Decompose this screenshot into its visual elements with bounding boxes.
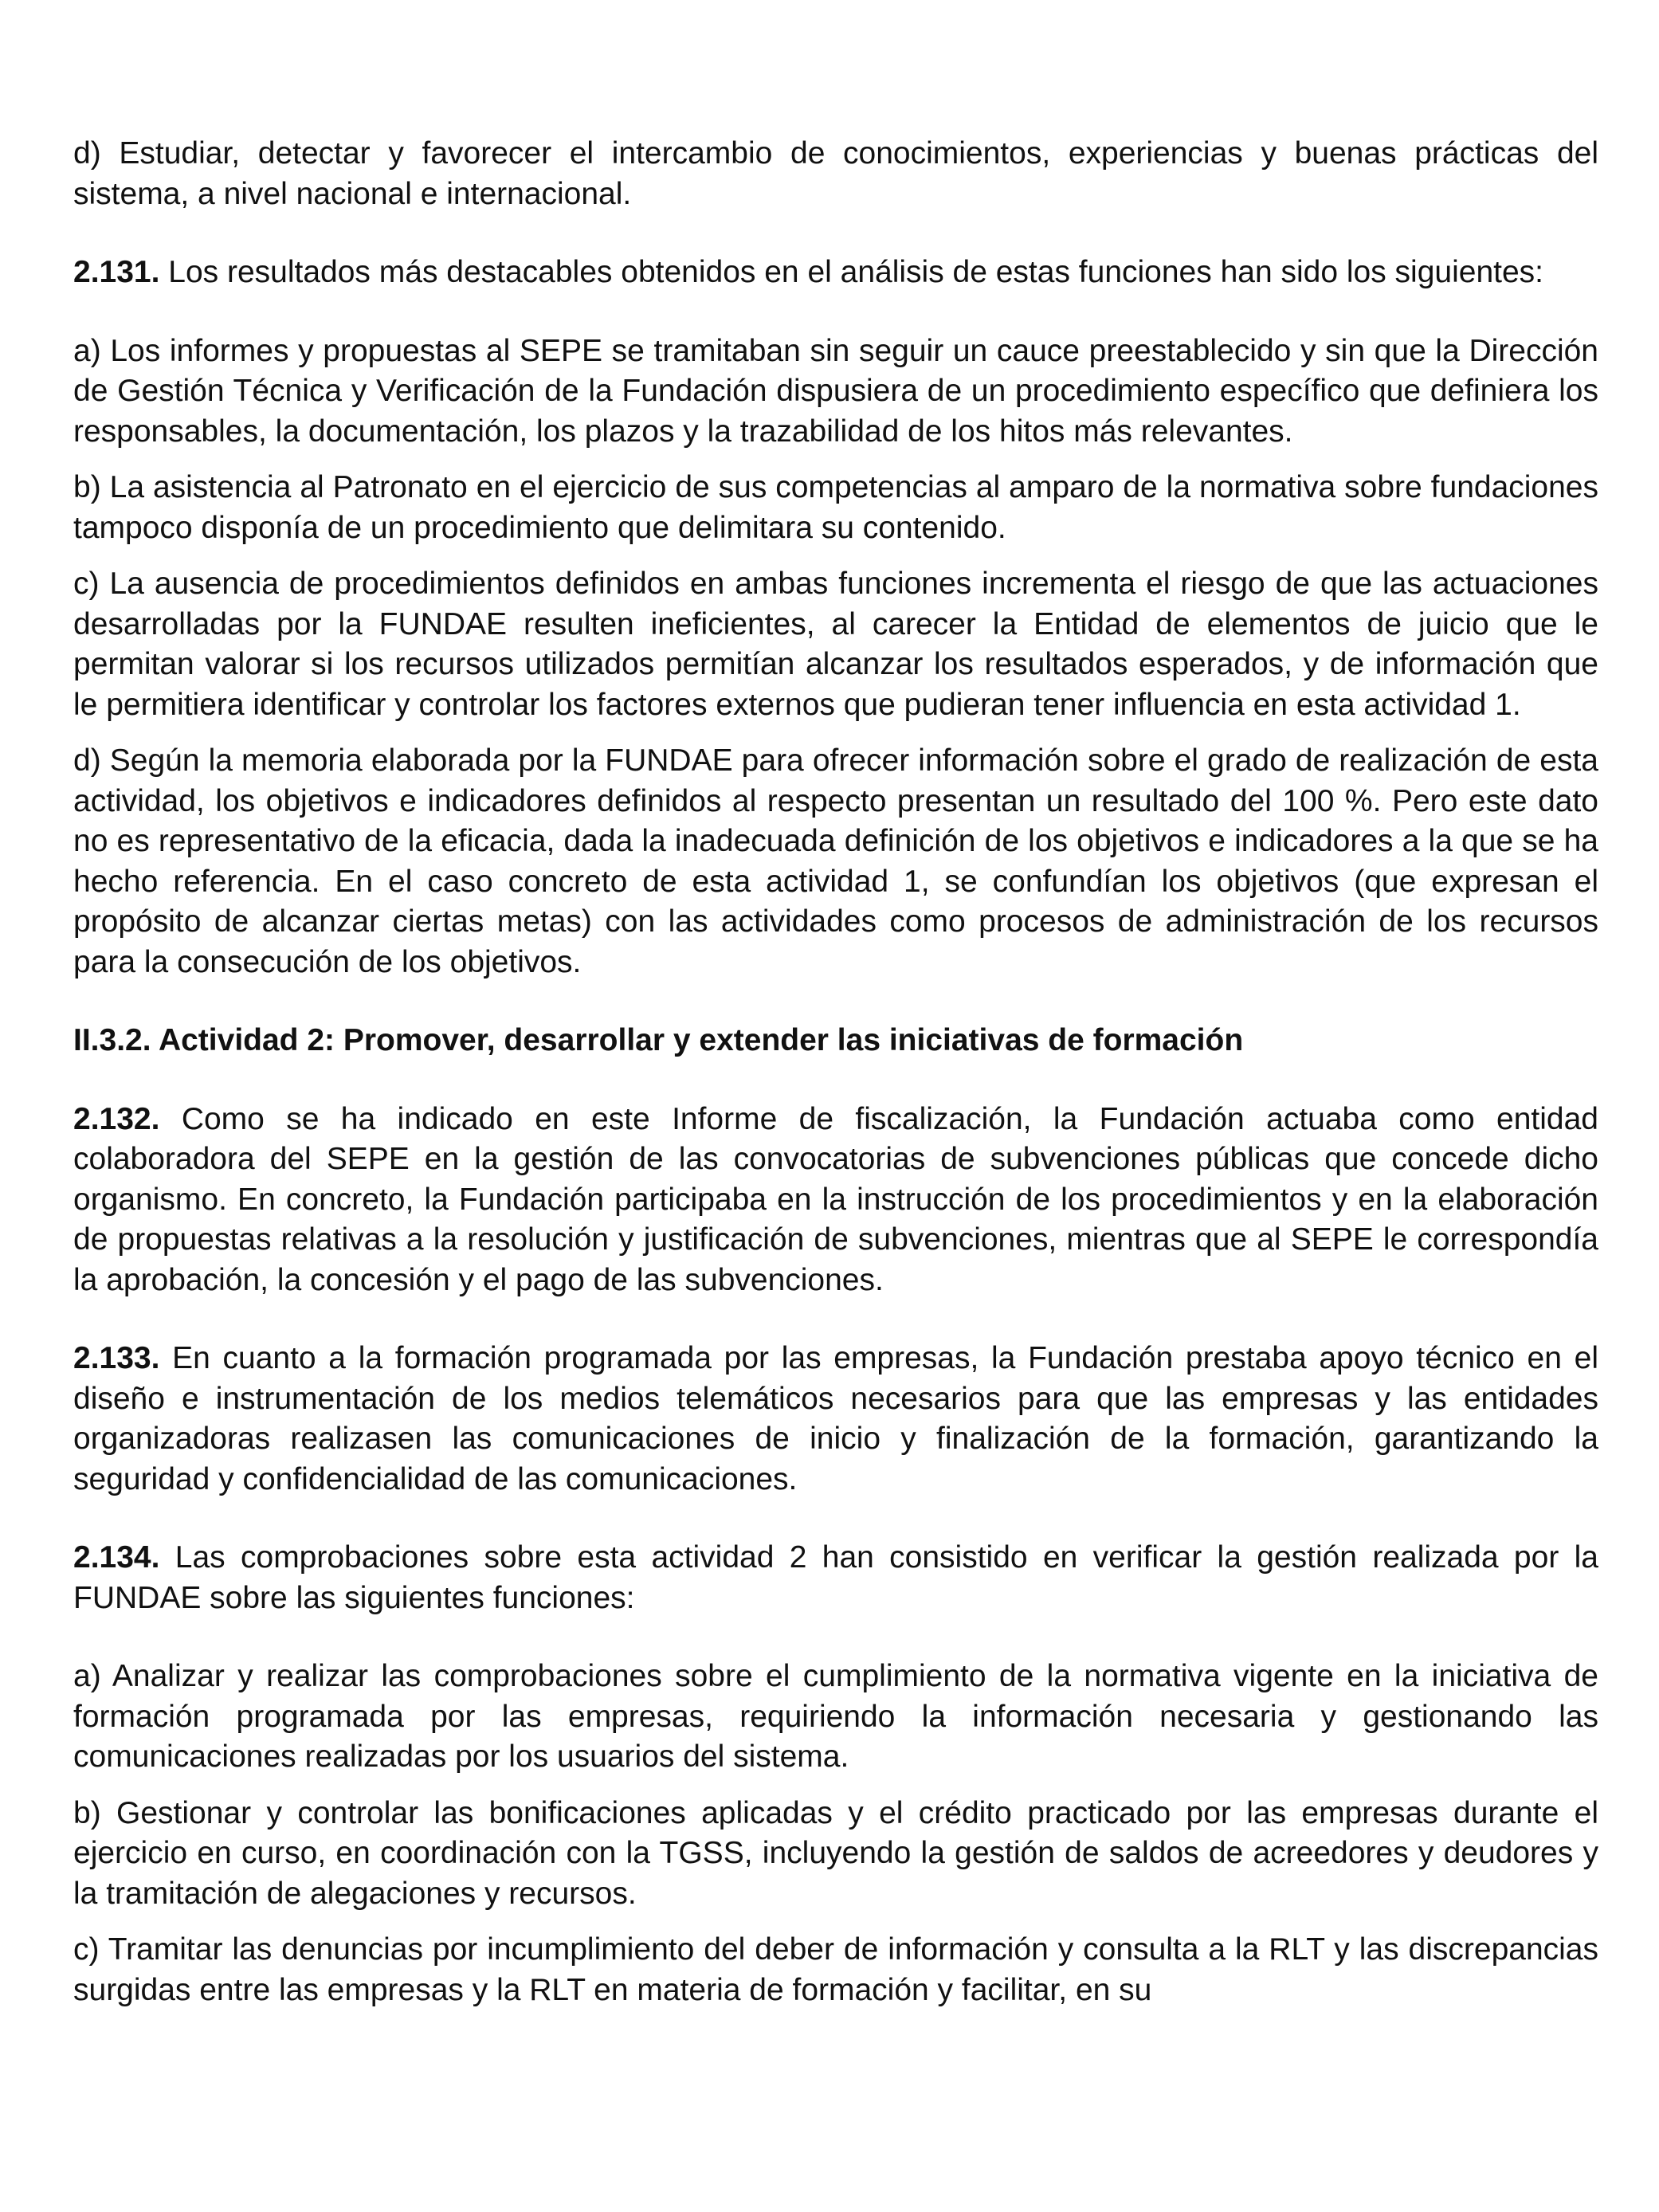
paragraph-number: 2.131.: [73, 255, 160, 289]
paragraph-2-131: [73, 253, 1598, 293]
paragraph-d-estudiar: d) Estudiar, detectar y favorecer el intercambio de conocimientos, experiencias y buenas prácticas del sistema, a nivel nacional e internacional.: [73, 136, 1598, 211]
paragraph-text: En cuanto a la formación programada por las empresas, la Fundación prestaba apoyo técnico en el diseño e instrumentación de los medios telemáticos necesarios para que las empresas y las entidades organizadoras realizasen las comunicaciones de inicio y finalización de la formación, garantizando la seguridad y confidencialidad de las comunicaciones.: [73, 1341, 1598, 1496]
list-item-b-gestionar: b) Gestionar y controlar las bonificaciones aplicadas y el crédito practicado por las empresas durante el ejercicio en curso, en coordinación con la TGSS, incluyendo la gestión de saldos de acreedores y deudores y la tramitación de alegaciones y recursos.: [73, 1795, 1598, 1911]
paragraph-2-134: [73, 1538, 1598, 1618]
paragraph-number: 2.132.: [73, 1101, 160, 1136]
paragraph-number: 2.134.: [73, 1540, 160, 1575]
paragraph-number: 2.133.: [73, 1341, 160, 1375]
list-item-a-informes: a) Los informes y propuestas al SEPE se tramitaban sin seguir un cauce preestablecido y sin que la Dirección de Gestión Técnica y Verificación de la Fundación dispusiera de un procedimiento específico que definiera los responsables, la documentación, los plazos y la trazabilidad de los hitos más relevantes.: [73, 333, 1598, 449]
list-item-a-analizar: a) Analizar y realizar las comprobaciones sobre el cumplimiento de la normativa vigente en la iniciativa de formación programada por las empresas, requiriendo la información necesaria y gestionando las comunicaciones realizadas por los usuarios del sistema.: [73, 1659, 1598, 1774]
list-item-b-asistencia: b) La asistencia al Patronato en el ejercicio de sus competencias al amparo de la normativa sobre fundaciones tampoco disponía de un procedimiento que delimitara su contenido.: [73, 470, 1598, 545]
list-item-d-memoria: d) Según la memoria elaborada por la FUNDAE para ofrecer información sobre el grado de realización de esta actividad, los objetivos e indicadores definidos al respecto presentan un resultado del 100 %. Pero este dato no es representativo de la eficacia, dada la inadecuada definición de los objetivos e indicadores a la que se ha hecho referencia. En el caso concreto de esta actividad 1, se confundían los objetivos (que expresan el propósito de alcanzar ciertas metas) con las actividades como procesos de administración de los recursos para la consecución de los objetivos.: [73, 743, 1598, 979]
paragraph-text: Las comprobaciones sobre esta actividad 2 han consistido en verificar la gestión realizada por la FUNDAE sobre las siguientes funciones:: [73, 1540, 1598, 1615]
paragraph-text: Como se ha indicado en este Informe de fiscalización, la Fundación actuaba como entidad colaboradora del SEPE en la gestión de las convocatorias de subvenciones públicas que concede dicho organismo. En concreto, la Fundación participaba en la instrucción de los procedimientos y en la elaboración de propuestas relativas a la resolución y justificación de subvenciones, mientras que al SEPE le correspondía la aprobación, la concesión y el pago de las subvenciones.: [73, 1101, 1598, 1297]
document-page: [73, 134, 1598, 2010]
paragraph-2-132: [73, 1100, 1598, 1301]
section-heading: II.3.2. Actividad 2: Promover, desarrollar y extender las iniciativas de formación: [73, 1023, 1244, 1057]
list-item-c-tramitar: c) Tramitar las denuncias por incumplimiento del deber de información y consulta a la RLT y las discrepancias surgidas entre las empresas y la RLT en materia de formación y facilitar, en su: [73, 1932, 1598, 2007]
paragraph-2-133: [73, 1339, 1598, 1500]
list-item-c-ausencia: c) La ausencia de procedimientos definidos en ambas funciones incrementa el riesgo de que las actuaciones desarrolladas por la FUNDAE resulten ineficientes, al carecer la Entidad de elementos de juicio que le permitan valorar si los recursos utilizados permitían alcanzar los resultados esperados, y de información que le permitiera identificar y controlar los factores externos que pudieran tener influencia en esta actividad 1.: [73, 567, 1598, 722]
paragraph-text: Los resultados más destacables obtenidos en el análisis de estas funciones han sido los siguientes:: [159, 255, 1544, 289]
